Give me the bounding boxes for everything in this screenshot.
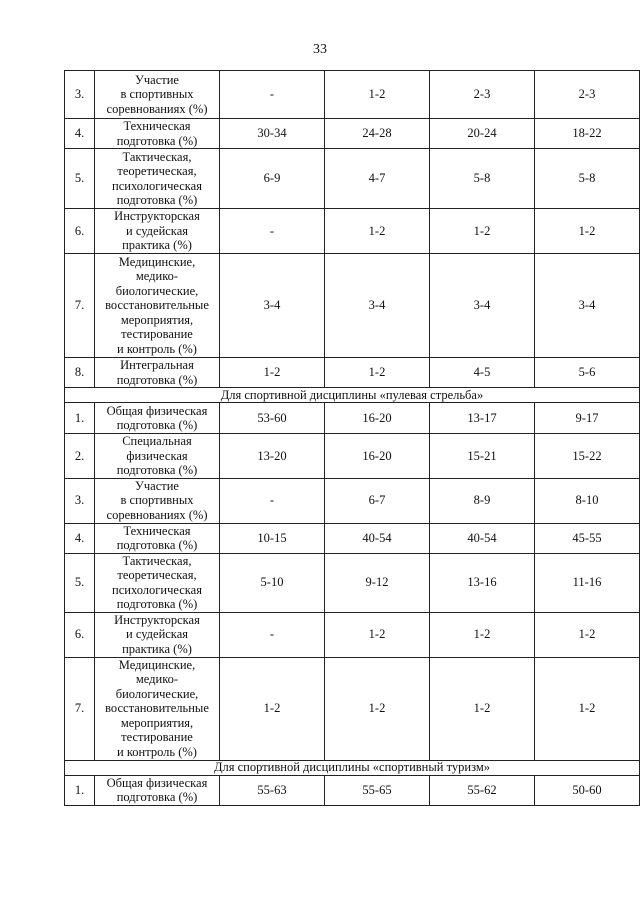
row-name-line: и судейская xyxy=(126,223,188,238)
value-cell: 18-22 xyxy=(535,119,640,149)
row-name xyxy=(95,149,220,209)
value-cell: 1-2 xyxy=(535,612,640,657)
row-name-line: Техническая xyxy=(123,119,191,133)
row-name-line: медико- xyxy=(135,269,179,284)
value-cell: 2-3 xyxy=(535,71,640,119)
row-name xyxy=(95,209,220,254)
value-cell: - xyxy=(220,612,325,657)
row-number: 5. xyxy=(65,149,95,209)
row-name-line: физическая xyxy=(126,448,188,463)
table-row xyxy=(65,149,640,209)
row-name-line: подготовка (%) xyxy=(116,193,198,207)
row-name-line: психологическая xyxy=(112,178,202,193)
value-cell: 8-9 xyxy=(430,478,535,523)
value-cell: 5-10 xyxy=(220,553,325,612)
value-cell: 4-5 xyxy=(430,358,535,388)
value-cell: 16-20 xyxy=(325,403,430,434)
row-number: 3. xyxy=(65,478,95,523)
table-row xyxy=(65,434,640,479)
value-cell: 50-60 xyxy=(535,775,640,805)
row-number: 7. xyxy=(65,657,95,760)
row-name-line: Специальная xyxy=(122,434,192,448)
value-cell: 1-2 xyxy=(325,71,430,119)
table-row xyxy=(65,775,640,805)
value-cell: 1-2 xyxy=(325,209,430,254)
row-name-line: тестирование xyxy=(121,730,193,745)
value-cell: 5-8 xyxy=(535,149,640,209)
value-cell: 1-2 xyxy=(430,209,535,254)
table-row xyxy=(65,403,640,434)
table-row xyxy=(65,71,640,119)
value-cell: 2-3 xyxy=(430,71,535,119)
value-cell: 1-2 xyxy=(220,657,325,760)
value-cell: 5-6 xyxy=(535,358,640,388)
value-cell: 15-21 xyxy=(430,434,535,479)
row-name-line: практика (%) xyxy=(122,238,192,253)
row-name-line: психологическая xyxy=(112,582,202,597)
value-cell: 9-17 xyxy=(535,403,640,434)
value-cell: 10-15 xyxy=(220,523,325,553)
row-number: 8. xyxy=(65,358,95,388)
row-name-line: в спортивных xyxy=(120,87,194,102)
row-name-line: биологические, xyxy=(115,283,199,298)
value-cell: 8-10 xyxy=(535,478,640,523)
value-cell: 16-20 xyxy=(325,434,430,479)
row-name xyxy=(95,254,220,358)
section-header-row xyxy=(65,760,640,775)
row-name-line: медико- xyxy=(135,672,179,687)
training-distribution-table xyxy=(64,70,640,806)
row-number: 3. xyxy=(65,71,95,119)
row-name-line: Тактическая, xyxy=(122,553,192,568)
row-number: 4. xyxy=(65,523,95,553)
value-cell: 1-2 xyxy=(430,657,535,760)
table-row xyxy=(65,657,640,760)
value-cell: 5-8 xyxy=(430,149,535,209)
row-name-line: Медицинские, xyxy=(118,657,196,672)
row-name-line: биологические, xyxy=(115,686,199,701)
row-name-line: теоретическая, xyxy=(117,568,197,582)
row-name-line: тестирование xyxy=(121,327,193,342)
row-number: 1. xyxy=(65,403,95,434)
value-cell: 6-7 xyxy=(325,478,430,523)
row-name-line: подготовка (%) xyxy=(116,372,198,387)
value-cell: 1-2 xyxy=(325,657,430,760)
value-cell: 3-4 xyxy=(535,254,640,358)
value-cell: 20-24 xyxy=(430,119,535,149)
section-title: Для спортивной дисциплины «спортивный туризм» xyxy=(65,760,640,775)
row-name-line: и судейская xyxy=(126,627,188,642)
row-name-line: подготовка (%) xyxy=(116,597,198,611)
value-cell: 13-20 xyxy=(220,434,325,479)
row-name xyxy=(95,775,220,805)
row-number: 5. xyxy=(65,553,95,612)
row-name xyxy=(95,553,220,612)
row-name xyxy=(95,71,220,119)
row-name xyxy=(95,478,220,523)
table-row xyxy=(65,523,640,553)
row-name xyxy=(95,403,220,434)
value-cell: 4-7 xyxy=(325,149,430,209)
row-name-line: Медицинские, xyxy=(118,254,196,269)
value-cell: 30-34 xyxy=(220,119,325,149)
value-cell: 1-2 xyxy=(325,358,430,388)
value-cell: 1-2 xyxy=(220,358,325,388)
table-row xyxy=(65,553,640,612)
row-name-line: подготовка (%) xyxy=(116,790,198,804)
row-name-line: подготовка (%) xyxy=(116,463,198,477)
row-name-line: соревнованиях (%) xyxy=(106,101,208,116)
row-name xyxy=(95,612,220,657)
value-cell: 45-55 xyxy=(535,523,640,553)
table-row xyxy=(65,358,640,388)
value-cell: 40-54 xyxy=(325,523,430,553)
row-name xyxy=(95,358,220,388)
row-name-line: и контроль (%) xyxy=(117,341,197,356)
page-number: 33 xyxy=(313,42,327,57)
row-number: 2. xyxy=(65,434,95,479)
row-name-line: Техническая xyxy=(123,523,191,538)
row-name-line: Общая физическая xyxy=(106,775,208,790)
row-name-line: Тактическая, xyxy=(122,149,192,164)
table-row xyxy=(65,612,640,657)
row-name-line: Общая физическая xyxy=(106,403,208,418)
value-cell: 1-2 xyxy=(325,612,430,657)
row-number: 1. xyxy=(65,775,95,805)
row-name-line: Интегральная xyxy=(120,358,194,372)
value-cell: - xyxy=(220,71,325,119)
row-number: 7. xyxy=(65,254,95,358)
row-name-line: теоретическая, xyxy=(117,164,197,178)
table-body xyxy=(65,71,640,806)
value-cell: 6-9 xyxy=(220,149,325,209)
row-name-line: восстановительные xyxy=(105,298,209,313)
row-name-line: Инструкторская xyxy=(114,612,200,627)
value-cell: 11-16 xyxy=(535,553,640,612)
value-cell: 13-16 xyxy=(430,553,535,612)
row-name xyxy=(95,657,220,760)
row-name-line: подготовка (%) xyxy=(116,538,198,552)
value-cell: 1-2 xyxy=(535,657,640,760)
table-row xyxy=(65,119,640,149)
value-cell: 3-4 xyxy=(325,254,430,358)
row-number: 6. xyxy=(65,612,95,657)
table-row xyxy=(65,478,640,523)
value-cell: 55-62 xyxy=(430,775,535,805)
row-name xyxy=(95,523,220,553)
value-cell: 40-54 xyxy=(430,523,535,553)
row-name-line: Инструкторская xyxy=(114,209,200,224)
row-name-line: подготовка (%) xyxy=(116,133,198,148)
table-row xyxy=(65,209,640,254)
row-name-line: Участие xyxy=(135,478,179,493)
row-name xyxy=(95,119,220,149)
table-row xyxy=(65,254,640,358)
row-number: 4. xyxy=(65,119,95,149)
value-cell: 1-2 xyxy=(535,209,640,254)
section-header-row xyxy=(65,388,640,403)
row-number: 6. xyxy=(65,209,95,254)
row-name xyxy=(95,434,220,479)
row-name-line: восстановительные xyxy=(105,701,209,716)
value-cell: 53-60 xyxy=(220,403,325,434)
value-cell: 55-65 xyxy=(325,775,430,805)
value-cell: 3-4 xyxy=(220,254,325,358)
row-name-line: подготовка (%) xyxy=(116,418,198,432)
value-cell: - xyxy=(220,478,325,523)
row-name-line: мероприятия, xyxy=(120,715,194,730)
row-name-line: соревнованиях (%) xyxy=(106,507,208,522)
value-cell: 1-2 xyxy=(430,612,535,657)
section-title: Для спортивной дисциплины «пулевая стрельба» xyxy=(65,388,640,403)
row-name-line: Участие xyxy=(135,72,179,87)
value-cell: 24-28 xyxy=(325,119,430,149)
value-cell: 3-4 xyxy=(430,254,535,358)
value-cell: 13-17 xyxy=(430,403,535,434)
row-name-line: и контроль (%) xyxy=(117,744,197,759)
value-cell: 15-22 xyxy=(535,434,640,479)
value-cell: 9-12 xyxy=(325,553,430,612)
row-name-line: в спортивных xyxy=(120,493,194,508)
row-name-line: практика (%) xyxy=(122,641,192,656)
value-cell: - xyxy=(220,209,325,254)
row-name-line: мероприятия, xyxy=(120,312,194,327)
value-cell: 55-63 xyxy=(220,775,325,805)
